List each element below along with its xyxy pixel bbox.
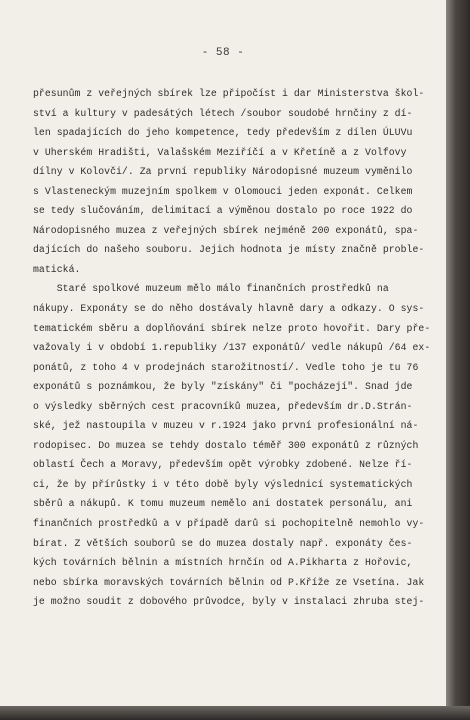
- text-line: s Vlasteneckým muzejním spolkem v Olomouci jeden exponát. Celkem: [33, 185, 413, 197]
- body-text: [33, 84, 438, 612]
- text-line: nákupy. Exponáty se do něho dostávaly hlavně dary a odkazy. O sys-: [33, 303, 425, 315]
- text-line: matická.: [33, 263, 81, 275]
- text-line: exponátů s poznámkou, že byly "získány" či "pocházejí". Snad jde: [33, 381, 413, 393]
- text-line: přesunům z veřejných sbírek lze připočíst i dar Ministerstva škol-: [33, 88, 425, 99]
- text-line: len spadajících do jeho kompetence, tedy především z dílen ÚLUVu: [33, 127, 413, 139]
- text-line: Národopisného muzea z veřejných sbírek nejméně 200 exponátů, spa-: [33, 224, 419, 236]
- text-line: oblastí Čech a Moravy, především opět výrobky zdobené. Nelze ří-: [33, 459, 413, 471]
- page-number: - 58 -: [201, 47, 245, 59]
- text-line: o výsledky sběrných cest pracovníků muzea, především dr.D.Strán-: [33, 400, 413, 412]
- text-line: tematickém sběru a doplňování sbírek nelze proto hovořit. Dary pře-: [33, 322, 431, 334]
- text-line: nebo sbírka moravských továrních bělnin od P.Kříže ze Vsetína. Jak: [33, 576, 425, 588]
- text-line: se tedy slučováním, delimitací a výměnou dostalo po roce 1922 do: [33, 205, 413, 217]
- text-line: ství a kultury v padesátých létech /soubor soudobé hrnčiny z dí-: [33, 107, 413, 119]
- text-line: Staré spolkové muzeum mělo málo finančních prostředků na: [33, 283, 389, 295]
- page-edge-right: [446, 0, 470, 720]
- text-line: v Uherském Hradišti, Valašském Meziříčí a v Křetíně a z Volfovy: [33, 146, 407, 158]
- text-line: finančních prostředků a v případě darů si pochopitelně nemohlo vy-: [33, 518, 425, 530]
- text-line: je možno soudit z dobového průvodce, byly v instalaci zhruba stej-: [33, 596, 425, 608]
- text-line: bírat. Z větších souborů se do muzea dostaly např. exponáty čes-: [33, 537, 413, 549]
- text-line: rodopisec. Do muzea se tehdy dostalo téměř 300 exponátů z různých: [33, 439, 419, 451]
- text-line: dajících do našeho souboru. Jejich hodnota je místy značně proble-: [33, 244, 425, 256]
- text-line: dílny v Kolovči/. Za první republiky Národopisné muzeum vyměnilo: [33, 166, 413, 178]
- text-line: sběrů a nákupů. K tomu muzeum nemělo ani dostatek personálu, ani: [33, 498, 413, 510]
- text-line: ponátů, z toho 4 v prodejnách starožitností/. Vedle toho je tu 76: [33, 361, 419, 373]
- text-line: važovaly i v období 1.republiky /137 exponátů/ vedle nákupů /64 ex-: [33, 342, 431, 354]
- page-edge-bottom: [0, 706, 470, 720]
- text-line: kých továrních bělnin a místních hrnčín od A.Pikharta z Hořovic,: [33, 557, 413, 569]
- text-line: ské, jež nastoupila v muzeu v r.1924 jako první profesionální ná-: [33, 420, 419, 432]
- text-line: ci, že by přírůstky i v této době byly výslednicí systematických: [33, 478, 413, 490]
